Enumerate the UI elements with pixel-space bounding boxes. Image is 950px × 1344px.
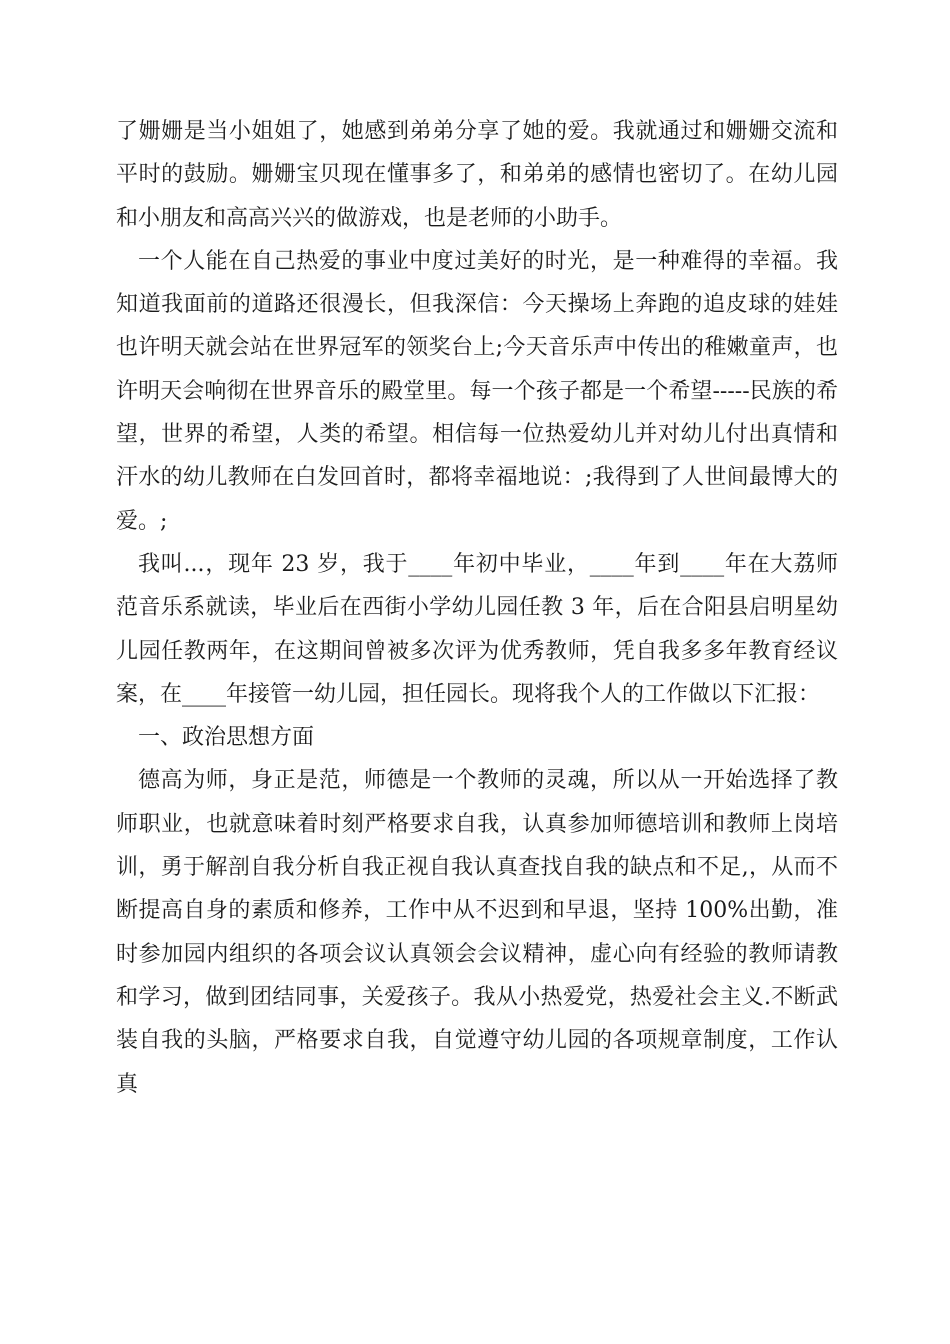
paragraph-personal-background: 我叫...，现年 23 岁，我于____年初中毕业，____年到____年在大荔师范音乐系就读，毕业后在西街小学幼儿园任教 3 年，后在合阳县启明星幼儿园任教两年，在这期间曾被多次评为优秀教师，凭自我多多年教育经议案，在____年接管一幼儿园，担任园长。现将我个人的工作做以下汇报：	[116, 551, 838, 707]
paragraph-sibling-care: 了姗姗是当小姐姐了，她感到弟弟分享了她的爱。我就通过和姗姗交流和平时的鼓励。姗姗宝贝现在懂事多了，和弟弟的感情也密切了。在幼儿园和小朋友和高高兴兴的做游戏，也是老师的小助手。	[116, 119, 838, 231]
paragraph-teacher-ethics: 德高为师，身正是范，师德是一个教师的灵魂，所以从一开始选择了教师职业，也就意味着时刻严格要求自我，认真参加师德培训和教师上岗培训，勇于解剖自我分析自我正视自我认真查找自我的缺点和不足,，从而不断提高自身的素质和修养，工作中从不迟到和早退，坚持 100%出勤，准时参加园内组织的各项会议认真领会会议精神，虚心向有经验的教师请教和学习，做到团结同事，关爱孩子。我从小热爱党，热爱社会主义.不断武装自我的头脑，严格要求自我，自觉遵守幼儿园的各项规章制度，工作认真	[116, 768, 838, 1097]
paragraph-career-happiness: 一个人能在自己热爱的事业中度过美好的时光，是一种难得的幸福。我知道我面前的道路还很漫长，但我深信：今天操场上奔跑的追皮球的娃娃也许明天就会站在世界冠军的领奖台上;今天音乐声中传出的稚嫩童声，也许明天会响彻在世界音乐的殿堂里。每一个孩子都是一个希望-----民族的希望，世界的希望，人类的希望。相信每一位热爱幼儿并对幼儿付出真情和汗水的幼儿教师在白发回首时，都将幸福地说：;我得到了人世间最博大的爱。;	[116, 248, 838, 534]
section-heading-political-thought: 一、政治思想方面	[138, 725, 315, 751]
document-body	[116, 110, 838, 1106]
